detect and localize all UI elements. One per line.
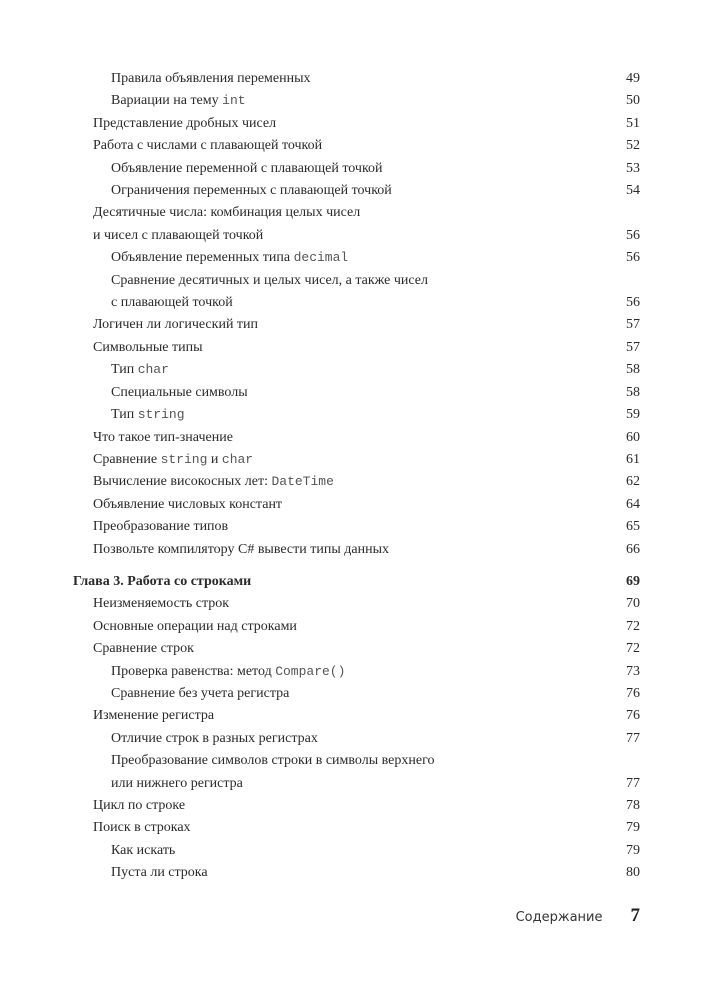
toc-entry-title xyxy=(111,68,581,90)
toc-entry-title xyxy=(111,90,581,112)
toc-page-number: 79 xyxy=(626,820,640,836)
toc-entry-title xyxy=(111,773,581,795)
toc-entry-title xyxy=(93,471,563,493)
toc-page-number: 72 xyxy=(626,641,640,657)
toc-entry xyxy=(0,862,714,884)
toc-entry xyxy=(0,449,714,471)
toc-entry xyxy=(0,158,714,180)
footer-section-label: Содержание xyxy=(515,910,603,925)
toc-entry xyxy=(0,314,714,336)
toc-entry xyxy=(0,840,714,862)
toc-text: Объявление числовых констант xyxy=(93,496,283,512)
toc-entry-title xyxy=(93,337,563,359)
toc-page-number: 80 xyxy=(626,865,640,881)
toc-entry-title xyxy=(93,427,563,449)
toc-page-number: 57 xyxy=(626,317,640,333)
toc-page-number: 53 xyxy=(626,160,640,176)
toc-text: Вычисление високосных лет: xyxy=(93,474,272,490)
toc-entry xyxy=(0,404,714,426)
toc-text: Что такое тип-значение xyxy=(93,429,233,445)
toc-page-number: 77 xyxy=(626,775,640,791)
toc-text: Преобразование символов строки в символы верхнего xyxy=(111,753,435,769)
toc-entry xyxy=(0,471,714,493)
toc-entry xyxy=(0,135,714,157)
toc-entry xyxy=(0,225,714,247)
toc-text: Пуста ли строка xyxy=(111,865,208,881)
toc-text: Глава 3. Работа со строками xyxy=(73,573,252,589)
toc-entry-title xyxy=(93,314,563,336)
toc-entry xyxy=(0,113,714,135)
toc-text: Основные операции над строками xyxy=(93,618,297,634)
toc-code-term: char xyxy=(137,362,169,378)
toc-text: или нижнего регистра xyxy=(111,775,243,791)
toc-entry xyxy=(0,539,714,561)
toc-text: Тип xyxy=(111,362,138,378)
toc-entry xyxy=(0,270,714,292)
toc-page-number: 52 xyxy=(626,138,640,154)
toc-text: Тип xyxy=(111,407,138,423)
toc-text: Как искать xyxy=(111,842,176,858)
toc-text: Неизменяемость строк xyxy=(93,596,230,612)
toc-code-term: char xyxy=(221,451,254,467)
toc-entry-title xyxy=(111,270,581,292)
toc-page-number: 51 xyxy=(626,115,640,131)
table-of-contents xyxy=(0,68,714,885)
toc-entry xyxy=(0,616,714,638)
toc-entry xyxy=(0,180,714,202)
toc-code-term: DateTime xyxy=(271,474,334,490)
toc-entry xyxy=(0,638,714,660)
toc-text: Проверка равенства: метод xyxy=(111,663,276,679)
toc-entry-title xyxy=(111,382,581,404)
toc-page-number: 58 xyxy=(626,362,640,378)
toc-entry xyxy=(0,795,714,817)
toc-entry xyxy=(0,750,714,772)
toc-entry-title xyxy=(93,516,563,538)
toc-text: Сравнение десятичных и целых чисел, а также чисел xyxy=(111,272,429,288)
toc-entry-title xyxy=(111,728,581,750)
toc-text: Символьные типы xyxy=(93,339,203,355)
toc-entry xyxy=(0,359,714,381)
toc-entry-title xyxy=(93,202,563,224)
toc-entry xyxy=(0,247,714,269)
toc-page-number: 66 xyxy=(626,541,640,557)
toc-entry xyxy=(0,705,714,727)
toc-entry-title xyxy=(93,539,563,561)
toc-text: Поиск в строках xyxy=(93,820,191,836)
toc-entry xyxy=(0,773,714,795)
toc-entry xyxy=(0,382,714,404)
toc-text: Изменение регистра xyxy=(93,708,215,724)
toc-code-term: string xyxy=(160,451,208,467)
toc-text: Сравнение xyxy=(93,451,161,467)
toc-page-number: 64 xyxy=(626,496,640,512)
toc-entry-title xyxy=(111,292,581,314)
toc-entry-title xyxy=(111,180,581,202)
toc-page-number: 73 xyxy=(626,663,640,679)
toc-text: Объявление переменных типа xyxy=(111,250,294,266)
toc-entry-title xyxy=(93,225,563,247)
toc-text: Цикл по строке xyxy=(93,798,186,813)
toc-entry xyxy=(0,68,714,90)
toc-page-number: 72 xyxy=(626,618,640,634)
toc-page-number: 54 xyxy=(626,183,640,199)
toc-text: Сравнение без учета регистра xyxy=(111,685,290,701)
toc-page-number: 57 xyxy=(626,339,640,355)
toc-page-number: 56 xyxy=(626,250,640,266)
toc-entry xyxy=(0,817,714,839)
toc-entry-title xyxy=(93,705,563,727)
toc-entry-title xyxy=(93,113,563,135)
toc-text: Сравнение строк xyxy=(93,641,194,657)
toc-code-term: Compare() xyxy=(275,663,346,679)
toc-entry-title xyxy=(93,795,563,817)
toc-text: Логичен ли логический тип xyxy=(93,317,259,333)
toc-entry-title xyxy=(111,750,581,772)
toc-page-number: 56 xyxy=(626,295,640,311)
toc-text: с плавающей точкой xyxy=(111,295,233,311)
toc-entry-title xyxy=(111,247,581,269)
toc-page-number: 50 xyxy=(626,93,640,109)
toc-entry xyxy=(0,292,714,314)
toc-entry xyxy=(0,661,714,683)
toc-page-number: 76 xyxy=(626,708,640,724)
toc-page-number: 49 xyxy=(626,71,640,86)
toc-page-number: 61 xyxy=(626,451,640,467)
toc-text: Десятичные числа: комбинация целых чисел xyxy=(93,205,361,221)
toc-page-number: 59 xyxy=(626,407,640,423)
toc-entry-title xyxy=(111,661,581,683)
toc-page-number: 60 xyxy=(626,429,640,445)
toc-page-number: 69 xyxy=(626,573,640,589)
toc-entry-title xyxy=(93,449,563,471)
toc-page-number: 70 xyxy=(626,596,640,612)
toc-page-number: 76 xyxy=(626,685,640,701)
toc-text: и чисел с плавающей точкой xyxy=(93,227,264,243)
toc-entry-title xyxy=(111,840,581,862)
toc-text: и xyxy=(207,451,222,467)
toc-entry xyxy=(0,90,714,112)
toc-code-term: int xyxy=(222,93,246,109)
toc-entry xyxy=(0,202,714,224)
toc-entry xyxy=(0,337,714,359)
toc-entry-title xyxy=(93,616,563,638)
toc-entry-title xyxy=(93,135,563,157)
toc-text: Вариации на тему xyxy=(111,93,223,109)
toc-entry-title xyxy=(93,494,563,516)
toc-text: Работа с числами с плавающей точкой xyxy=(93,138,323,154)
toc-entry-title xyxy=(111,158,581,180)
toc-text: Представление дробных чисел xyxy=(93,115,277,131)
toc-entry-title xyxy=(93,638,563,660)
toc-code-term: decimal xyxy=(293,250,349,266)
toc-text: Ограничения переменных с плавающей точкой xyxy=(111,183,392,199)
toc-text: Позвольте компилятору C# вывести типы данных xyxy=(93,541,389,557)
footer-page-number: 7 xyxy=(630,905,640,926)
toc-entry xyxy=(0,516,714,538)
toc-entry xyxy=(0,593,714,615)
toc-page-number: 78 xyxy=(626,798,640,813)
toc-entry xyxy=(0,683,714,705)
toc-page-number: 79 xyxy=(626,842,640,858)
toc-entry xyxy=(0,427,714,449)
toc-entry-title xyxy=(73,571,543,593)
toc-text: Правила объявления переменных xyxy=(111,71,311,86)
toc-chapter-heading xyxy=(0,571,714,593)
toc-code-term: string xyxy=(137,407,185,423)
toc-entry-title xyxy=(111,862,581,884)
toc-entry xyxy=(0,728,714,750)
toc-entry xyxy=(0,494,714,516)
toc-entry-title xyxy=(111,683,581,705)
toc-entry-title xyxy=(93,817,563,839)
toc-entry-title xyxy=(111,404,581,426)
toc-entry-title xyxy=(111,359,581,381)
toc-text: Специальные символы xyxy=(111,384,248,400)
toc-text: Преобразование типов xyxy=(93,519,229,535)
page-footer xyxy=(516,905,640,927)
toc-page-number: 62 xyxy=(626,474,640,490)
toc-page-number: 56 xyxy=(626,227,640,243)
toc-page-number: 65 xyxy=(626,519,640,535)
toc-text: Отличие строк в разных регистрах xyxy=(111,730,318,746)
toc-text: Объявление переменной с плавающей точкой xyxy=(111,160,383,176)
toc-page-number: 58 xyxy=(626,384,640,400)
toc-entry-title xyxy=(93,593,563,615)
toc-page-number: 77 xyxy=(626,730,640,746)
